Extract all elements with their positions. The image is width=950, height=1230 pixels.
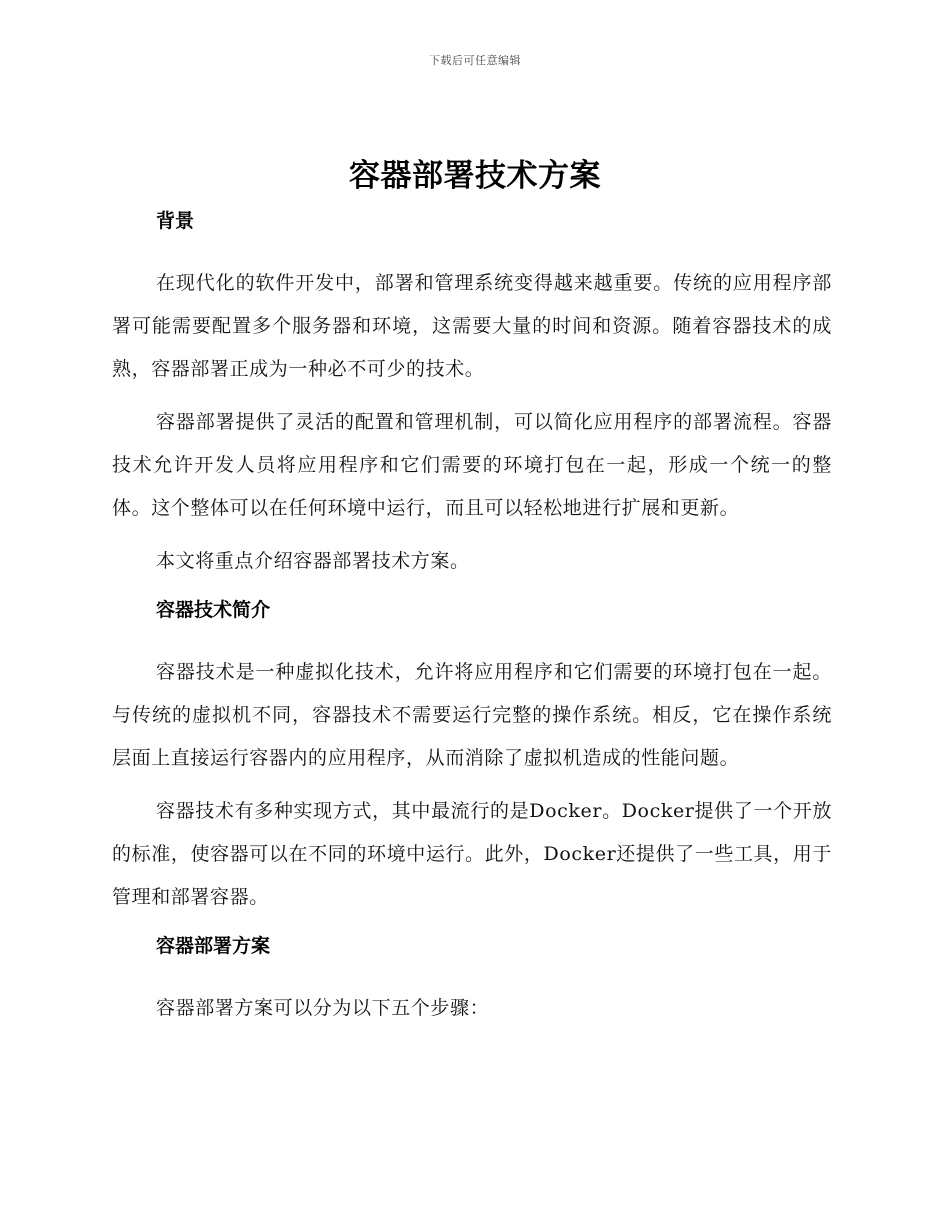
- document-title: 容器部署技术方案: [349, 158, 601, 194]
- section-heading-container-intro: 容器技术简介: [156, 599, 271, 621]
- paragraph: 容器技术是一种虚拟化技术，允许将应用程序和它们需要的环境打包在一起。与传统的虚拟机不同，容器技术不需要运行完整的操作系统。相反，它在操作系统层面上直接运行容器内的应用程序，从而消除了虚拟机造成的性能问题。: [112, 661, 832, 769]
- section-heading-deployment-plan: 容器部署方案: [156, 935, 271, 957]
- document-body: [112, 206, 832, 1030]
- section-heading-background: 背景: [156, 210, 195, 232]
- paragraph: 容器部署方案可以分为以下五个步骤：: [156, 997, 490, 1019]
- paragraph: 本文将重点介绍容器部署技术方案。: [156, 550, 470, 572]
- header-note: 下载后可任意编辑: [429, 54, 521, 67]
- paragraph: 容器技术有多种实现方式，其中最流行的是Docker。Docker提供了一个开放的标准，使容器可以在不同的环境中运行。此外，Docker还提供了一些工具，用于管理和部署容器。: [112, 800, 832, 908]
- paragraph: 容器部署提供了灵活的配置和管理机制，可以简化应用程序的部署流程。容器技术允许开发人员将应用程序和它们需要的环境打包在一起，形成一个统一的整体。这个整体可以在任何环境中运行，而且可以轻松地进行扩展和更新。: [112, 411, 832, 519]
- paragraph: 在现代化的软件开发中，部署和管理系统变得越来越重要。传统的应用程序部署可能需要配置多个服务器和环境，这需要大量的时间和资源。随着容器技术的成熟，容器部署正成为一种必不可少的技术。: [112, 272, 832, 380]
